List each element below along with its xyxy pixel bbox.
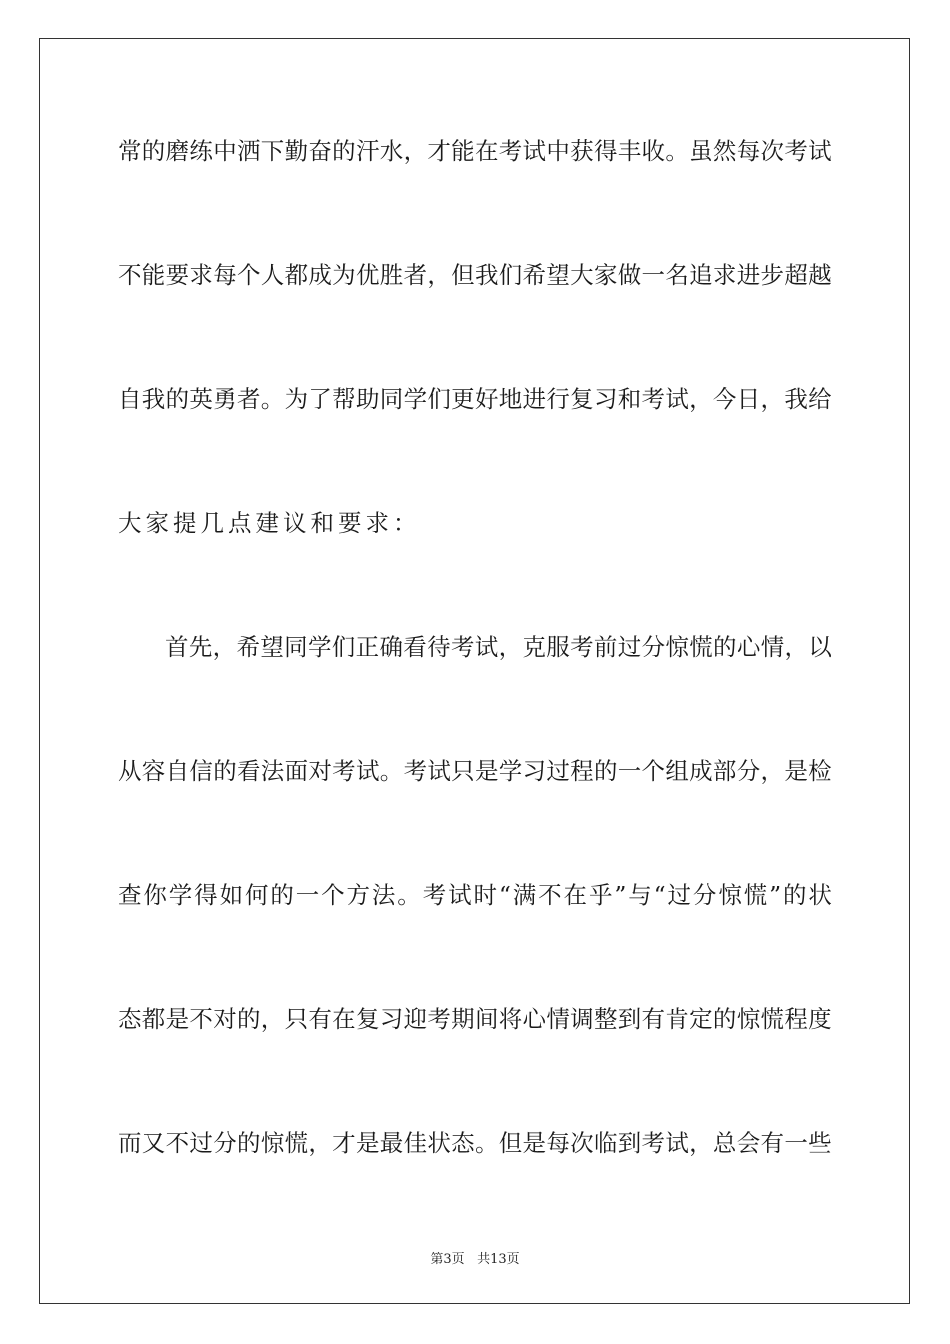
text-line-5: 首 先 ， 希 望 同 学 们 正 确 看 待 考 试 ， 克 服 考 前 过 分 惊 慌 的 心 情 ， 以 <box>165 633 832 661</box>
page-number: 第3页 <box>430 1252 465 1267</box>
page-total: 共13页 <box>477 1252 520 1267</box>
text-line-9: 而 又 不 过 分 的 惊 慌 ， 才 是 最 佳 状 态 。 但 是 每 次 临 到 考 试 ， 总 会 有 一 些 <box>118 1129 832 1157</box>
text-line-1: 常 的 磨 练 中 洒 下 勤 奋 的 汗 水 ， 才 能 在 考 试 中 获 得 丰 收 。 虽 然 每 次 考 试 <box>118 137 832 165</box>
text-line-6: 从 容 自 信 的 看 法 面 对 考 试 。 考 试 只 是 学 习 过 程 的 一 个 组 成 部 分 ， 是 检 <box>118 757 832 785</box>
text-line-4: 大家提几点建议和要求： <box>118 509 421 537</box>
text-line-8: 态 都 是 不 对 的 ， 只 有 在 复 习 迎 考 期 间 将 心 情 调 整 到 有 肯 定 的 惊 慌 程 度 <box>118 1005 832 1033</box>
text-line-3: 自 我 的 英 勇 者 。 为 了 帮 助 同 学 们 更 好 地 进 行 复 习 和 考 试 ， 今 日 ， 我 给 <box>118 385 832 413</box>
text-line-2: 不 能 要 求 每 个 人 都 成 为 优 胜 者 ， 但 我 们 希 望 大 家 做 一 名 追 求 进 步 超 越 <box>118 261 832 289</box>
page-footer <box>0 1248 950 1267</box>
text-line-7: 查 你 学 得 如 何 的 一 个 方 法 。 考 试 时 “ 满 不 在 乎 ” 与 “ 过 分 惊 慌 ” 的 状 <box>118 881 832 909</box>
document-body <box>118 120 832 1236</box>
